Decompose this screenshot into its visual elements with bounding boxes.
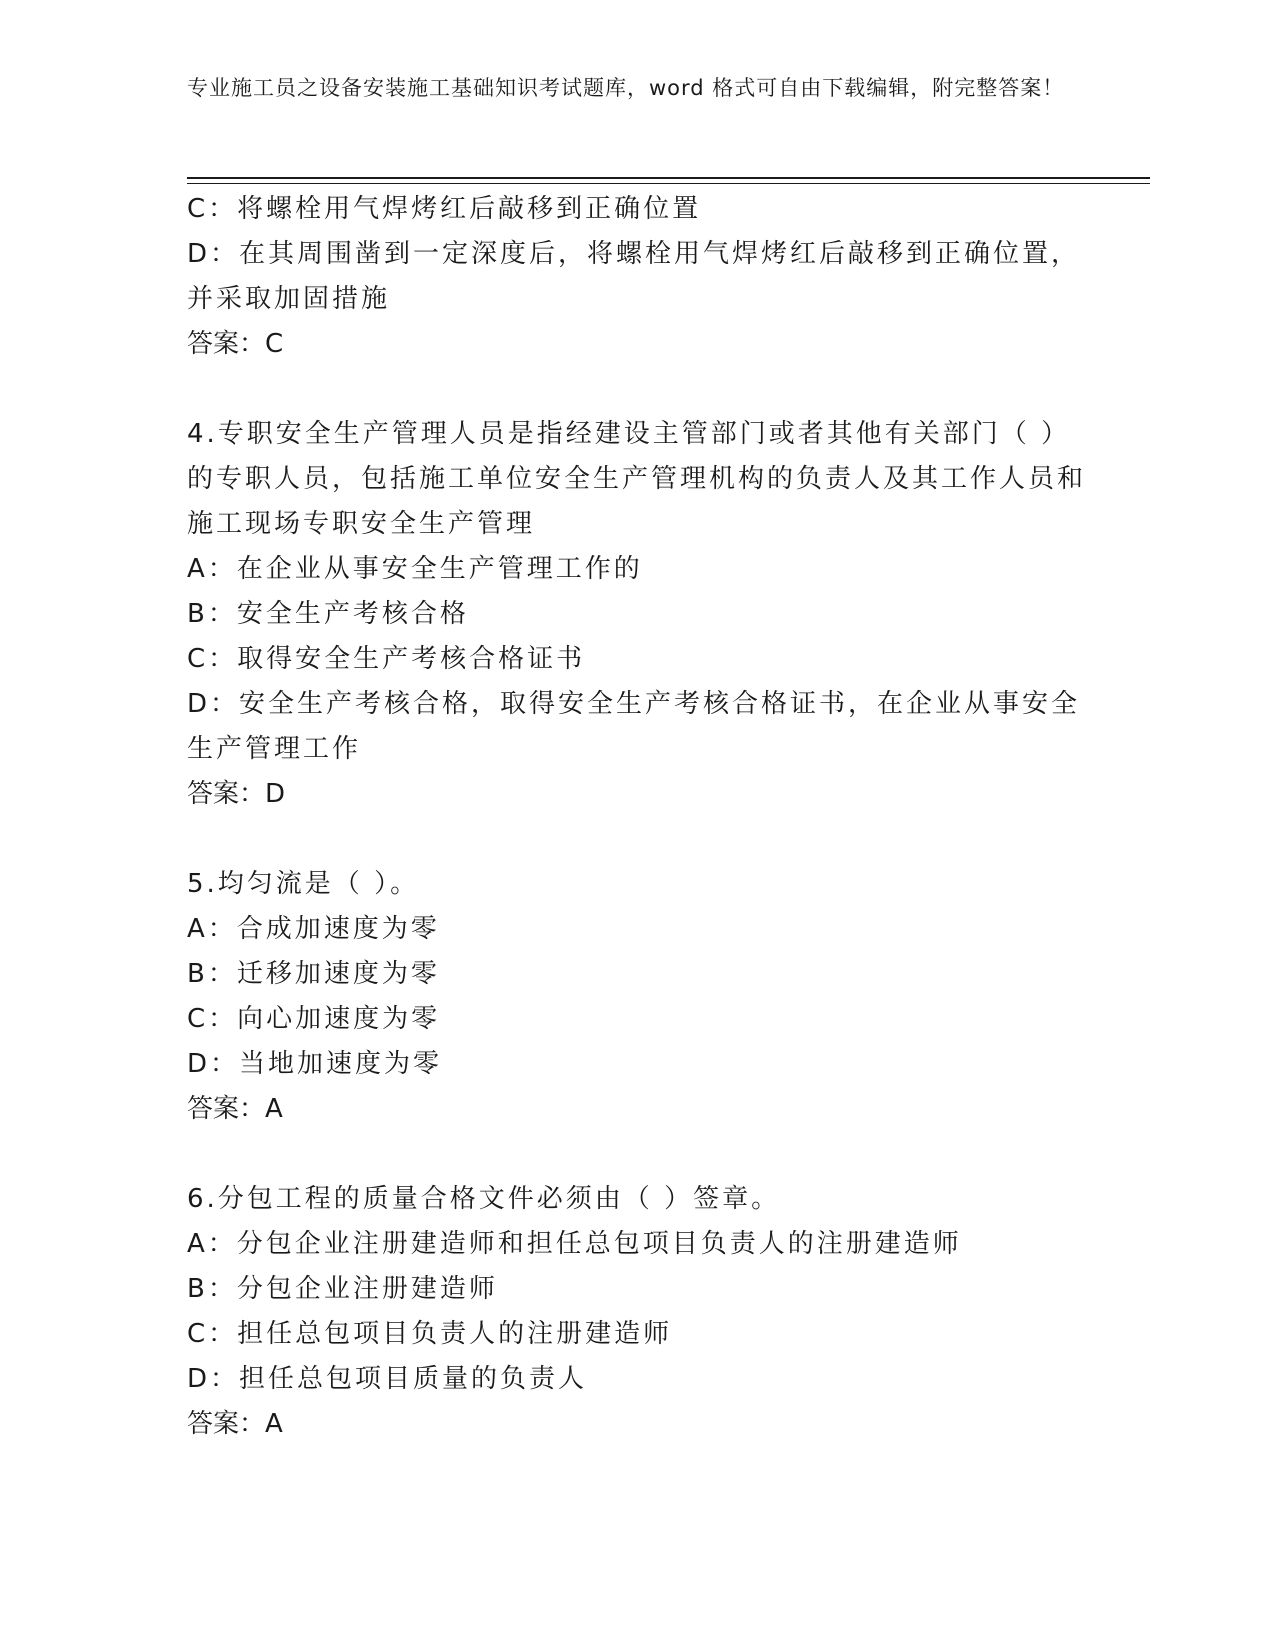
- document-header: 专业施工员之设备安装施工基础知识考试题库，word 格式可自由下载编辑，附完整答案！: [187, 76, 1065, 100]
- option-a: A：合成加速度为零: [187, 914, 440, 944]
- option-c: C：向心加速度为零: [187, 1004, 441, 1034]
- option-c: C：取得安全生产考核合格证书: [187, 644, 586, 674]
- option-c: C：担任总包项目负责人的注册建造师: [187, 1319, 673, 1349]
- option-d: D：担任总包项目质量的负责人: [187, 1364, 588, 1394]
- question-6: [187, 1177, 1087, 1447]
- header-divider-thick: [187, 177, 1150, 179]
- question-stem: 6.分包工程的质量合格文件必须由（ ）签章。: [187, 1184, 781, 1214]
- question-content: [187, 187, 1087, 1447]
- answer: 答案：C: [187, 329, 284, 359]
- continued-question: [187, 187, 1087, 367]
- option-c: C：将螺栓用气焊烤红后敲移到正确位置: [187, 194, 702, 224]
- answer: 答案：A: [187, 1409, 283, 1439]
- option-d: D：当地加速度为零: [187, 1049, 443, 1079]
- option-b: B：安全生产考核合格: [187, 599, 469, 629]
- option-d: D：安全生产考核合格，取得安全生产考核合格证书，在企业从事安全生产管理工作: [187, 689, 1081, 764]
- option-b: B：分包企业注册建造师: [187, 1274, 498, 1304]
- answer: 答案：D: [187, 779, 286, 809]
- option-a: A：分包企业注册建造师和担任总包项目负责人的注册建造师: [187, 1229, 962, 1259]
- question-stem: 5.均匀流是（ ）。: [187, 869, 420, 899]
- question-4: [187, 412, 1087, 817]
- question-5: [187, 862, 1087, 1132]
- option-d: D：在其周围凿到一定深度后，将螺栓用气焊烤红后敲移到正确位置，并采取加固措施: [187, 239, 1081, 314]
- option-b: B：迁移加速度为零: [187, 959, 440, 989]
- question-stem: 4.专职安全生产管理人员是指经建设主管部门或者其他有关部门（ ）的专职人员，包括施工单位安全生产管理机构的负责人及其工作人员和施工现场专职安全生产管理: [187, 419, 1087, 539]
- header-divider-thin: [187, 183, 1150, 184]
- answer: 答案：A: [187, 1094, 283, 1124]
- option-a: A：在企业从事安全生产管理工作的: [187, 554, 643, 584]
